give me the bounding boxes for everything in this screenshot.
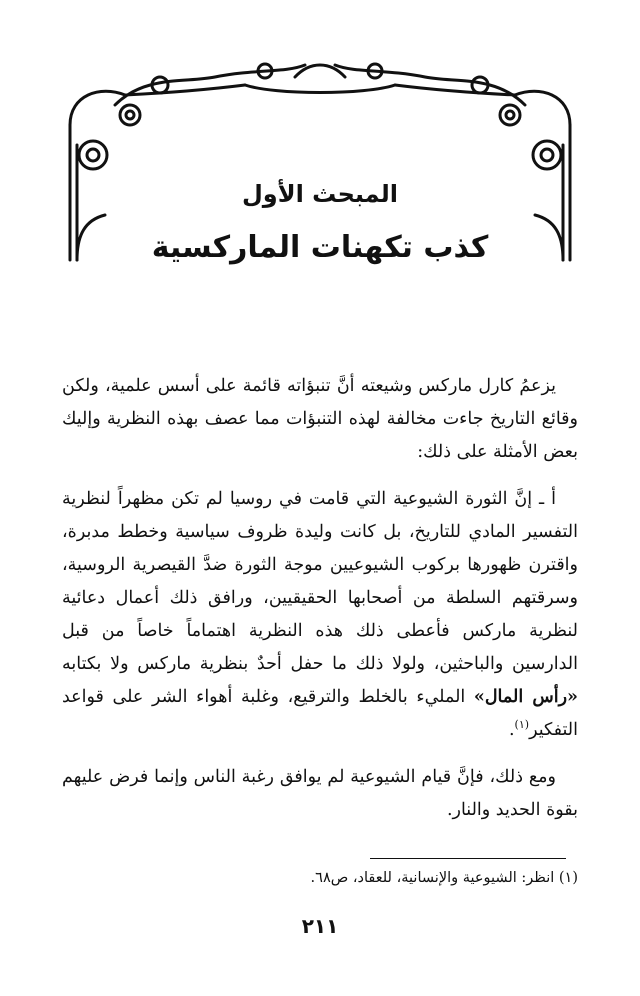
section-title: كذب تكهنات الماركسية — [151, 230, 489, 265]
paragraph-2-text: أ ـ إنَّ الثورة الشيوعية التي قامت في روسيا لم تكن مظهراً لنظرية التفسير المادي للتاريخ، بل كانت وليدة ظروف سياسية وخطط مدبرة، واقترن ظهورها بركوب الشيوعيين موجة الثورة ضدَّ القيصرية الروسية، وسرقتهم السلطة من أصحابها الحقيقيين، ورافق ذلك أعمال دعائية لنظرية ماركس فأعطى ذلك هذه النظرية اهتماماً خاصاً من قبل الدارسين والباحثين، ولولا ذلك ما حفل أحدٌ بنظرية ماركس ولا بكتابه — [62, 489, 578, 674]
chapter-title: المبحث الأول — [241, 180, 399, 208]
paragraph-2-end: . — [508, 720, 515, 740]
paragraph-2 — [62, 483, 578, 747]
book-title: «رأس المال» — [473, 687, 578, 707]
paragraph-2-text-cont: المليء بالخلط والترقيع، وغلبة أهواء الشر على قواعد التفكير — [62, 687, 578, 740]
body-text — [62, 370, 578, 841]
footnote: (١) انظر: الشيوعية والإنسانية، للعقاد، ص٦٨. — [310, 870, 578, 886]
footnote-divider — [370, 858, 566, 859]
paragraph-1: يزعمُ كارل ماركس وشيعته أنَّ تنبؤاته قائمة على أسس علمية، ولكن وقائع التاريخ جاءت مخالفة لهذه التنبؤات مما عصف بهذه النظرية وإليك بعض الأمثلة على ذلك: — [62, 376, 578, 462]
page-number: ٢١١ — [301, 914, 339, 938]
paragraph-3: ومع ذلك، فإنَّ قيام الشيوعية لم يوافق رغبة الناس وإنما فرض عليهم بقوة الحديد والنار. — [62, 767, 578, 820]
footnote-marker[interactable]: (١) — [514, 718, 530, 732]
